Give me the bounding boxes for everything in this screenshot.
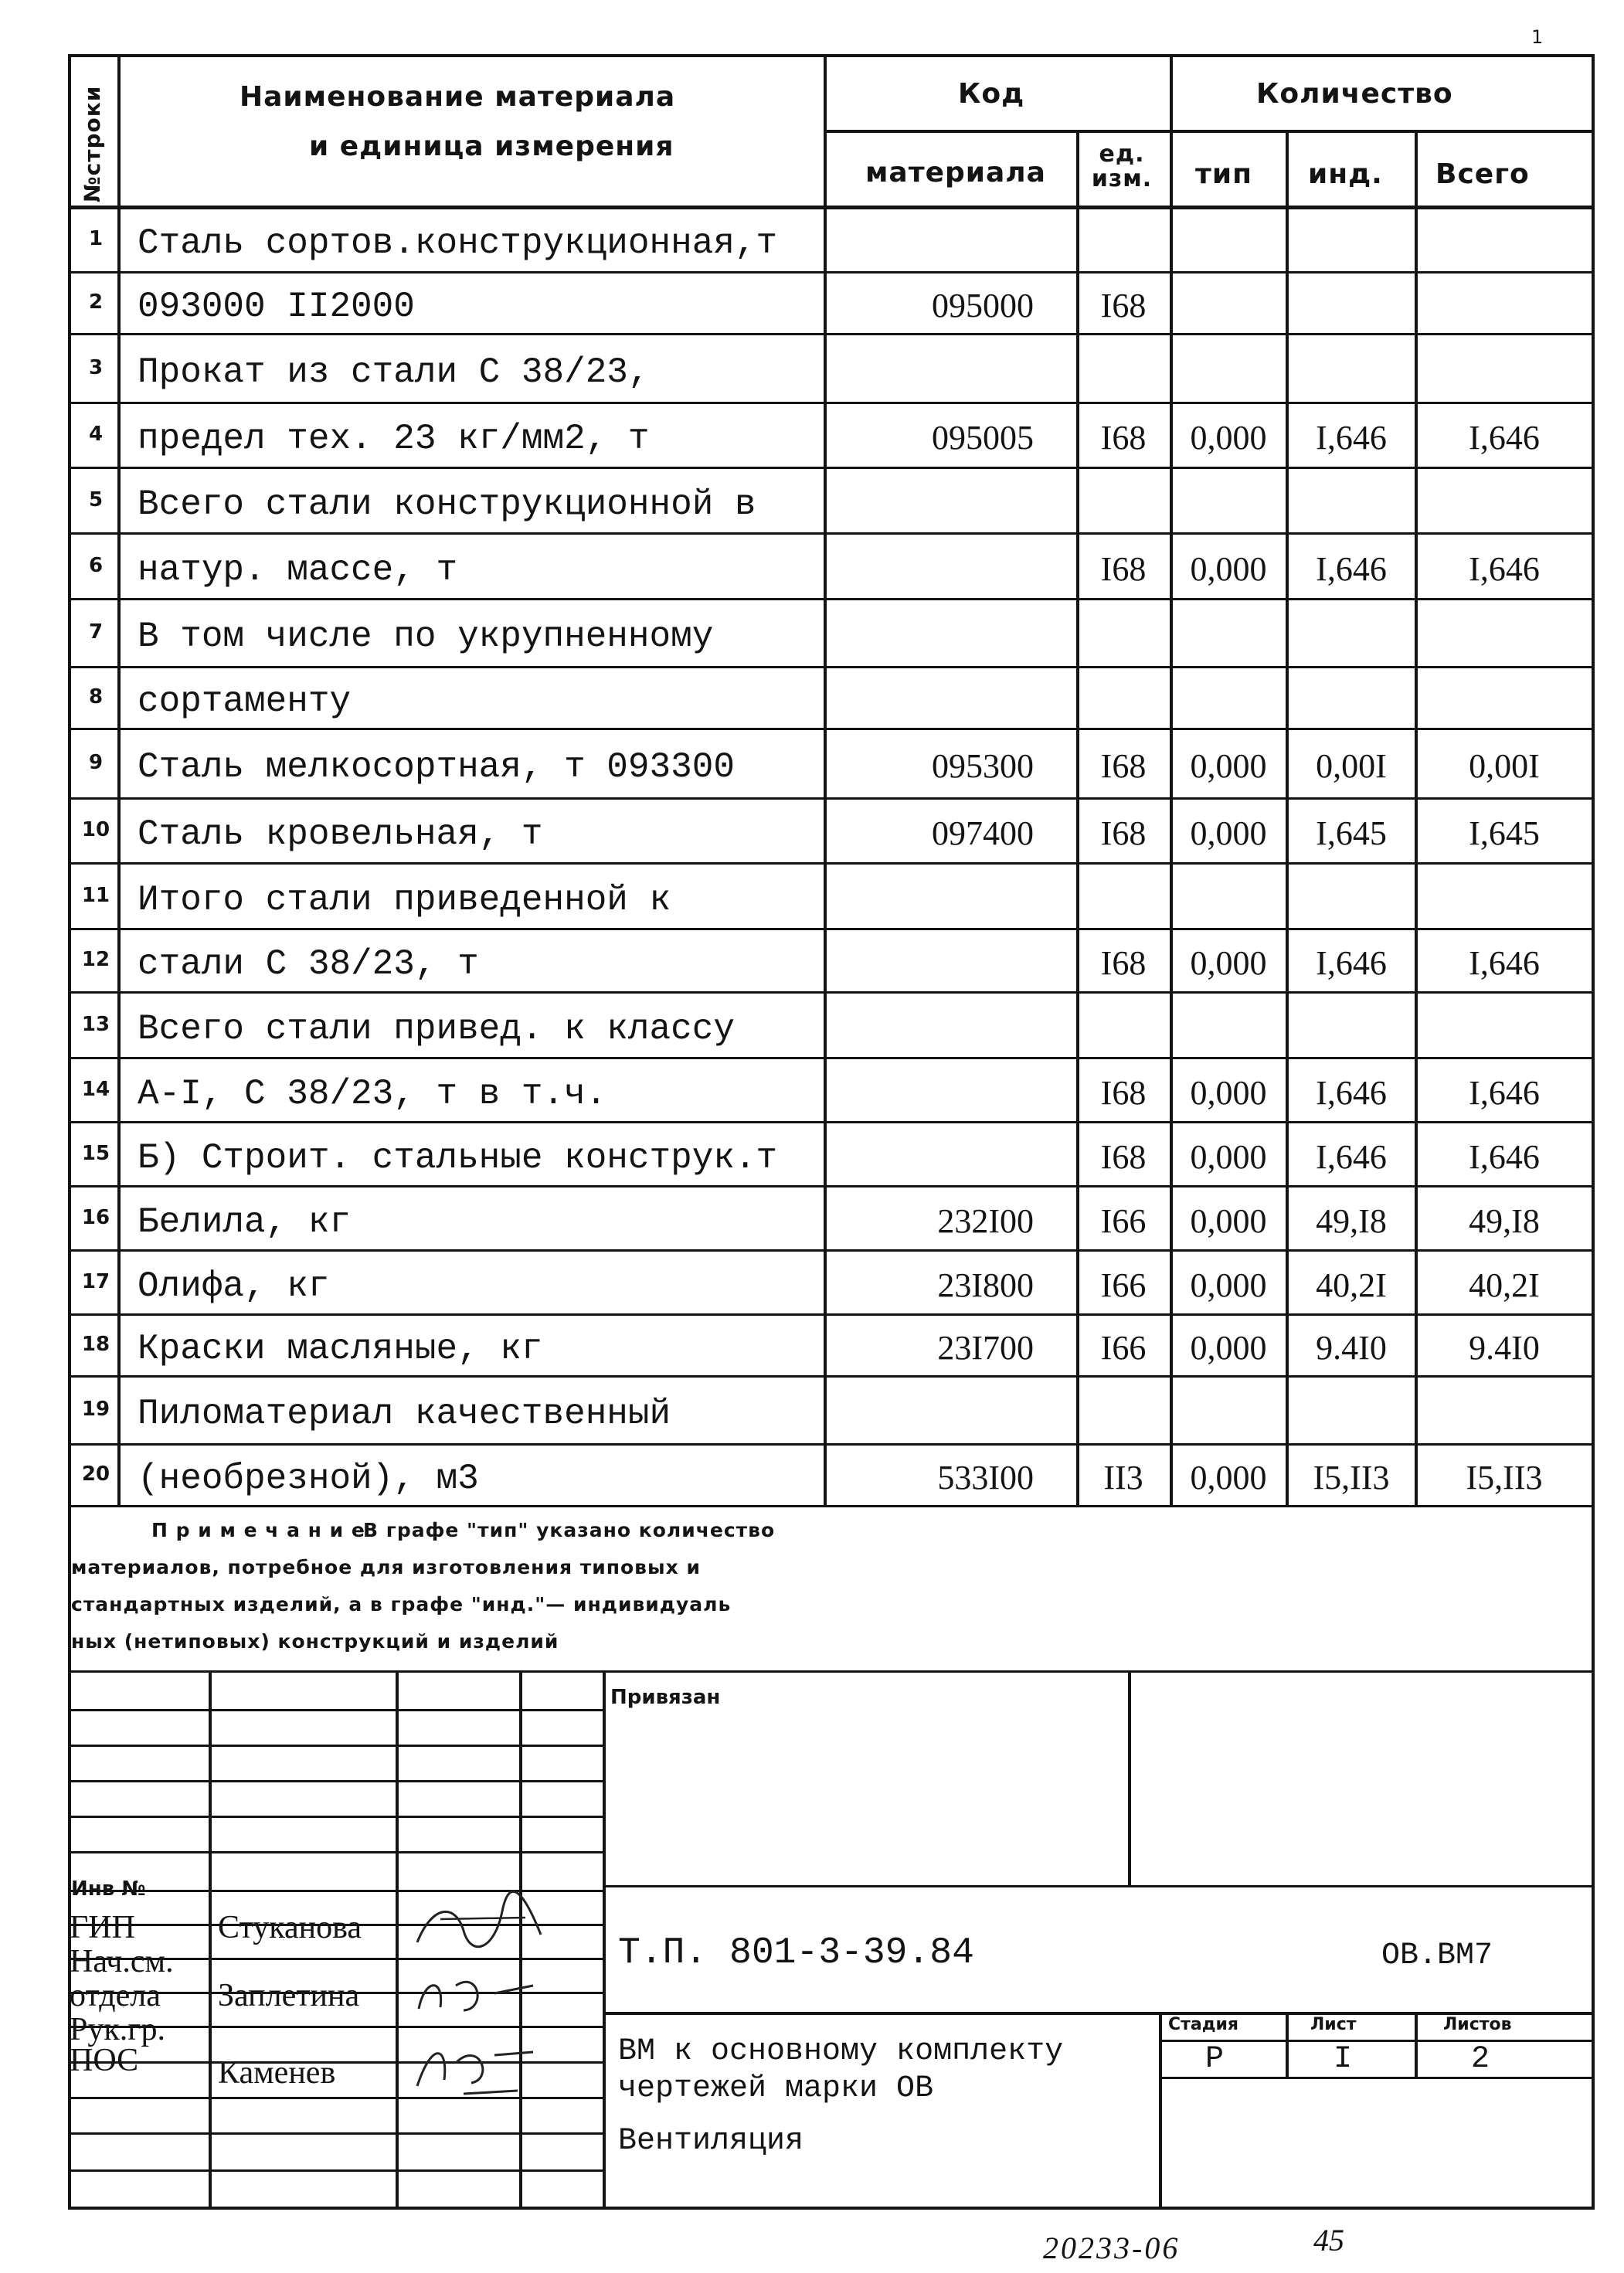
title-line1: ВМ к основному комплекту [618,2034,1064,2069]
header-qty-type: тип [1195,158,1252,190]
unit-code: I66 [1100,1329,1147,1367]
stamp-row-rule [68,1745,603,1747]
row-number: 6 [88,554,104,577]
qty-type: 0,000 [1190,1202,1267,1240]
row-rule [68,1505,1593,1507]
qty-type: 0,000 [1190,1074,1267,1112]
note-title: П р и м е ч а н и е [151,1519,365,1541]
col-rule [1076,130,1079,1505]
material-code: 095005 [932,419,1034,457]
header-name-line1: Наименование материала [240,81,676,113]
row-rule [68,928,1593,930]
row-number: 1 [88,227,104,250]
stamp-name-stukanova: Стуканова [218,1910,362,1945]
material-name: стали С 38/23, т [138,944,479,984]
doc-code: ОВ.ВМ7 [1381,1938,1493,1973]
qty-type: 0,000 [1190,747,1267,785]
qty-total: I,646 [1469,944,1540,982]
qty-total: I,646 [1469,419,1540,457]
material-name: Сталь сортов.конструкционная,т [138,223,778,263]
material-name: Всего стали конструкционной в [138,484,756,525]
header-mid-rule [824,130,1593,133]
qty-total: I,646 [1469,550,1540,588]
row-rule [68,666,1593,668]
col-rule [1415,130,1418,1505]
row-number: 5 [88,488,104,511]
material-name: 093000 II2000 [138,287,415,327]
corner-mark: 1 [1531,26,1544,48]
row-number: 3 [88,356,104,379]
row-number: 13 [81,1013,110,1036]
qty-total: I5,II3 [1466,1459,1543,1497]
row-rule [68,532,1593,535]
qty-ind: I,646 [1316,1074,1387,1112]
title-col-sheets [1415,2012,1418,2077]
stamp-privyazan: Привязан [610,1686,721,1709]
stamp-role-otdela: отдела [70,1978,161,2013]
stamp-row-rule [68,1780,603,1782]
material-name: предел тех. 23 кг/мм2, т [138,419,650,459]
header-code: Код [958,78,1025,110]
qty-type: 0,000 [1190,1329,1267,1367]
qty-ind: 0,00I [1316,747,1387,785]
stamp-row-rule [68,2132,603,2135]
note-line3: стандартных изделий, а в графе "инд."— индивидуаль [71,1593,732,1616]
material-code: 095000 [932,287,1034,324]
qty-type: 0,000 [1190,550,1267,588]
sheet-label: Лист [1310,2015,1357,2034]
row-rule [68,728,1593,730]
unit-code: I66 [1100,1266,1147,1304]
qty-type: 0,000 [1190,1266,1267,1304]
unit-code: I68 [1100,814,1147,852]
row-rule [68,1313,1593,1316]
row-number: 12 [81,948,110,971]
row-number: 20 [81,1463,110,1486]
material-name: В том числе по укрупненному [138,617,714,657]
material-code: 23I800 [937,1266,1034,1304]
title-top-rule [603,1885,1593,1887]
qty-ind: 49,I8 [1316,1202,1387,1240]
qty-total: I,645 [1469,814,1540,852]
stamp-col-sign [396,1670,399,2207]
unit-code: I68 [1100,287,1147,324]
qty-total: I,646 [1469,1138,1540,1176]
signature-zapletina [409,1962,541,2024]
header-qty-ind: инд. [1308,158,1383,190]
material-name: Б) Строит. стальные конструк.т [138,1138,778,1178]
row-rule [68,862,1593,865]
row-number: 10 [81,818,110,841]
qty-ind: I,646 [1316,944,1387,982]
doc-number: Т.П. 801-3-39.84 [618,1932,974,1974]
unit-code: I68 [1100,419,1147,457]
material-name: Сталь мелкосортная, т 093300 [138,747,735,787]
row-number: 14 [81,1078,110,1101]
row-number: 17 [81,1270,110,1293]
stamp-role-gip: ГИП [70,1910,135,1945]
stamp-row-rule [68,1851,603,1853]
header-quantity: Количество [1256,78,1453,110]
qty-total: 0,00I [1469,747,1540,785]
row-number: 9 [88,751,104,774]
stamp-role-nach: Нач.см. [70,1944,174,1979]
material-name: (необрезной), м3 [138,1459,479,1499]
title-line2: чертежей марки ОВ [618,2071,934,2106]
row-rule [68,598,1593,600]
qty-total: 9.4I0 [1469,1329,1540,1367]
page-number: 45 [1313,2223,1344,2258]
stamp-name-kamenev: Каменев [218,2055,336,2091]
unit-code: I68 [1100,747,1147,785]
row-number: 4 [88,423,104,446]
material-name: Всего стали привед. к классу [138,1009,735,1049]
title-col-sheet [1286,2012,1289,2077]
material-name: Белила, кг [138,1202,352,1242]
stamp-name-zapletina: Заплетина [218,1978,360,2013]
row-number: 2 [88,290,104,314]
header-row-no: №строки [80,85,105,202]
note-line1: В графе "тип" указано количество [363,1519,776,1541]
qty-total: I,646 [1469,1074,1540,1112]
sheets-label: Листов [1443,2015,1512,2034]
stamp-role-pos: ПОС [70,2043,139,2078]
stamp-top-rule [68,1670,1593,1673]
qty-type: 0,000 [1190,1138,1267,1176]
header-bottom-rule [68,206,1593,209]
qty-ind: I,646 [1316,419,1387,457]
title-value-rule [1159,2077,1593,2079]
row-rule [68,797,1593,800]
row-number: 11 [81,884,110,907]
title-label-rule [1159,2040,1593,2042]
row-number: 7 [88,620,104,644]
material-code: 097400 [932,814,1034,852]
qty-ind: 9.4I0 [1316,1329,1387,1367]
unit-code: I68 [1100,1138,1147,1176]
inventory-number: 20233-06 [1043,2231,1181,2265]
qty-ind: 40,2I [1316,1266,1387,1304]
stamp-col-privyazan [1128,1670,1131,1887]
qty-ind: I,645 [1316,814,1387,852]
material-name: Пиломатериал качественный [138,1394,671,1434]
row-rule [68,402,1593,404]
row-rule [68,333,1593,335]
row-number: 15 [81,1142,110,1165]
qty-total: 49,I8 [1469,1202,1540,1240]
unit-code: I68 [1100,550,1147,588]
header-name-line2: и единица измерения [309,131,674,162]
row-rule [68,1057,1593,1059]
sheets-value: 2 [1471,2042,1490,2077]
row-rule [68,1185,1593,1187]
signature-stukanova [409,1888,549,1958]
frame-top [68,54,1593,57]
row-number: 16 [81,1206,110,1229]
row-rule [68,1121,1593,1123]
unit-code: I68 [1100,944,1147,982]
row-rule [68,991,1593,994]
header-qty-total: Всего [1435,158,1530,190]
material-name: Итого стали приведенной к [138,880,671,920]
qty-type: 0,000 [1190,1459,1267,1497]
row-number: 18 [81,1333,110,1356]
qty-type: 0,000 [1190,814,1267,852]
material-code: 232I00 [937,1202,1034,1240]
row-rule [68,271,1593,274]
qty-ind: I,646 [1316,1138,1387,1176]
row-rule [68,1249,1593,1252]
row-number: 19 [81,1398,110,1421]
row-rule [68,467,1593,469]
qty-type: 0,000 [1190,944,1267,982]
stamp-row-rule [68,2169,603,2172]
stamp-col-name [209,1670,212,2207]
header-code-material: материала [865,157,1046,189]
stamp-row-rule [68,1816,603,1818]
stamp-col-main [603,1670,606,2207]
material-code: 095300 [932,747,1034,785]
unit-code: I68 [1100,1074,1147,1112]
material-name: Олифа, кг [138,1266,330,1306]
material-name: Краски масляные, кг [138,1329,543,1369]
material-name: натур. массе, т [138,550,458,590]
unit-code: I66 [1100,1202,1147,1240]
qty-type: 0,000 [1190,419,1267,457]
row-rule [68,1443,1593,1446]
qty-ind: I,646 [1316,550,1387,588]
stamp-inv-no: Инв № [71,1877,146,1901]
note-line2: материалов, потребное для изготовления типовых и [71,1556,701,1578]
title-line3: Вентиляция [618,2124,804,2159]
signature-kamenev [402,2032,541,2101]
stamp-row-rule [68,1709,603,1711]
header-unit: ед. изм. [1091,141,1153,192]
frame-bottom [68,2207,1593,2210]
note-line4: ных (нетиповых) конструкций и изделий [71,1630,559,1653]
unit-code: II3 [1103,1459,1143,1497]
stamp-role-ruk: Рук.гр. [70,2012,165,2047]
material-code: 23I700 [937,1329,1034,1367]
qty-ind: I5,II3 [1313,1459,1390,1497]
material-code: 533I00 [937,1459,1034,1497]
stage-label: Стадия [1168,2015,1239,2034]
material-name: Сталь кровельная, т [138,814,543,854]
sheet-value: I [1334,2042,1353,2077]
qty-total: 40,2I [1469,1266,1540,1304]
material-name: сортаменту [138,681,352,722]
material-name: Прокат из стали С 38/23, [138,352,650,392]
material-name: А-I, С 38/23, т в т.ч. [138,1074,607,1114]
row-number: 8 [88,685,104,708]
row-rule [68,1375,1593,1378]
stage-value: Р [1205,2042,1225,2077]
